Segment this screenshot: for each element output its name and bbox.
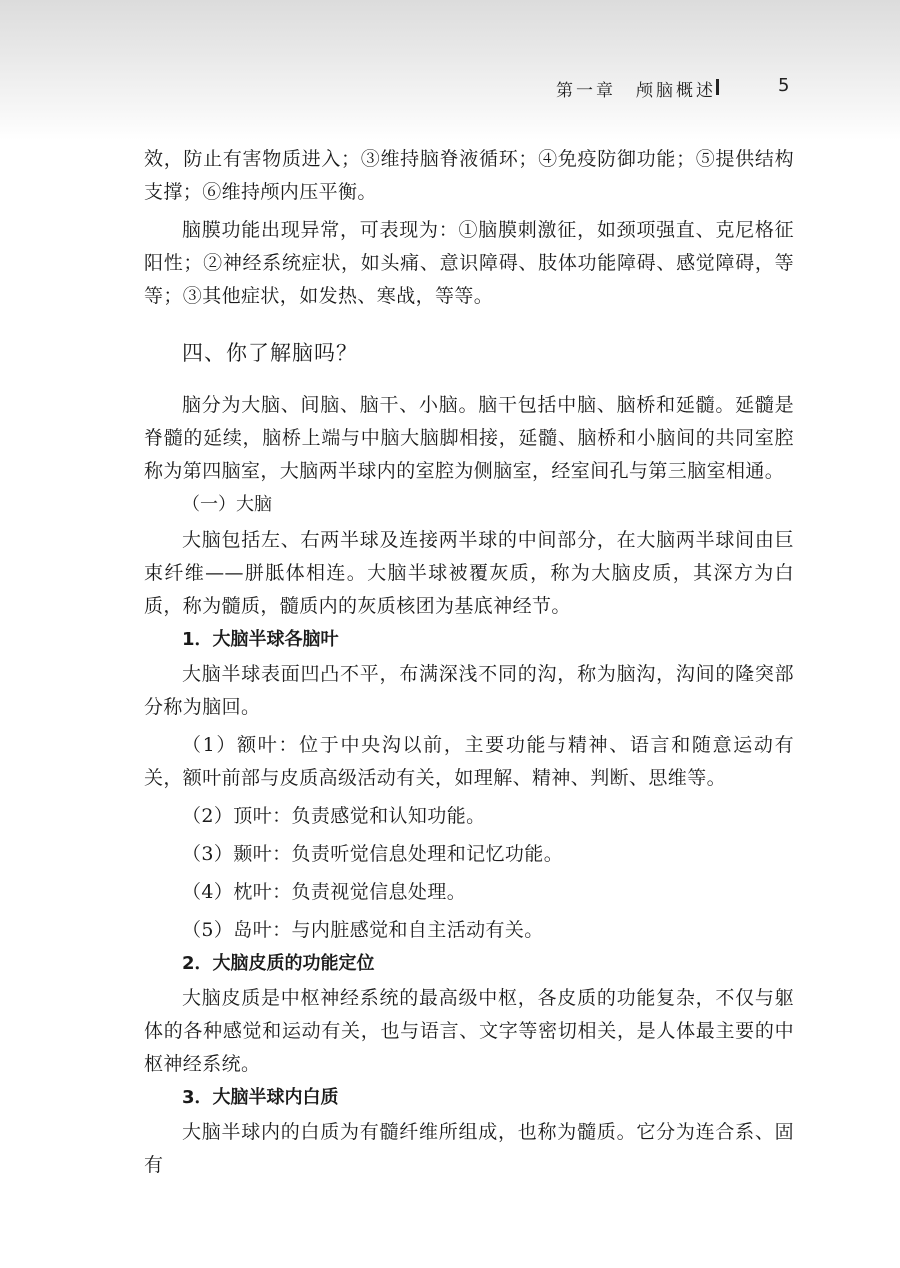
list-item: （5）岛叶：与内脏感觉和自主活动有关。 (182, 919, 544, 941)
page-number: 5 (778, 75, 790, 96)
header-band (0, 0, 900, 140)
heading-white-matter: 3．大脑半球内白质 (182, 1087, 339, 1108)
list-item: （1）额叶：位于中央沟以前，主要功能与精神、语言和随意运动有关，额叶前部与皮质高级活动有关，如理解、精神、判断、思维等。 (144, 734, 794, 789)
section-heading: 四、你了解脑吗？ (182, 341, 358, 365)
running-head (0, 76, 900, 100)
list-item: （3）颞叶：负责听觉信息处理和记忆功能。 (182, 843, 564, 865)
heading-lobes: 1．大脑半球各脑叶 (182, 629, 339, 650)
paragraph-white-matter: 大脑半球内的白质为有髓纤维所组成，也称为髓质。它分为连合系、固有 (144, 1121, 794, 1176)
paragraph-meninges: 脑膜功能出现异常，可表现为：①脑膜刺激征，如颈项强直、克尼格征阳性；②神经系统症状，如头痛、意识障碍、肢体功能障碍、感觉障碍，等等；③其他症状，如发热、寒战，等等。 (144, 219, 794, 307)
paragraph-brain-parts: 脑分为大脑、间脑、脑干、小脑。脑干包括中脑、脑桥和延髓。延髓是脊髓的延续，脑桥上端与中脑大脑脚相接，延髓、脑桥和小脑间的共同室腔称为第四脑室，大脑两半球内的室腔为侧脑室，经室间孔与第三脑室相通。 (144, 394, 794, 482)
chapter-title: 第一章 颅脑概述 (556, 81, 716, 101)
paragraph-cortex: 大脑皮质是中枢神经系统的最高级中枢，各皮质的功能复杂，不仅与躯体的各种感觉和运动有关，也与语言、文字等密切相关，是人体最主要的中枢神经系统。 (144, 987, 794, 1075)
paragraph-cerebrum: 大脑包括左、右两半球及连接两半球的中间部分，在大脑两半球间由巨束纤维——胼胝体相连。大脑半球被覆灰质，称为大脑皮质，其深方为白质，称为髓质，髓质内的灰质核团为基底神经节。 (144, 529, 794, 617)
subsection-heading: （一）大脑 (182, 494, 272, 515)
paragraph-lobes: 大脑半球表面凹凸不平，布满深浅不同的沟，称为脑沟，沟间的隆突部分称为脑回。 (144, 663, 794, 718)
header-divider-bar (716, 79, 719, 95)
page-body (144, 143, 794, 1182)
heading-cortex: 2．大脑皮质的功能定位 (182, 953, 375, 974)
list-item: （2）顶叶：负责感觉和认知功能。 (182, 805, 486, 827)
list-item: （4）枕叶：负责视觉信息处理。 (182, 881, 467, 903)
paragraph-intro-continued: 效，防止有害物质进入；③维持脑脊液循环；④免疫防御功能；⑤提供结构支撑；⑥维持颅内压平衡。 (144, 148, 794, 203)
